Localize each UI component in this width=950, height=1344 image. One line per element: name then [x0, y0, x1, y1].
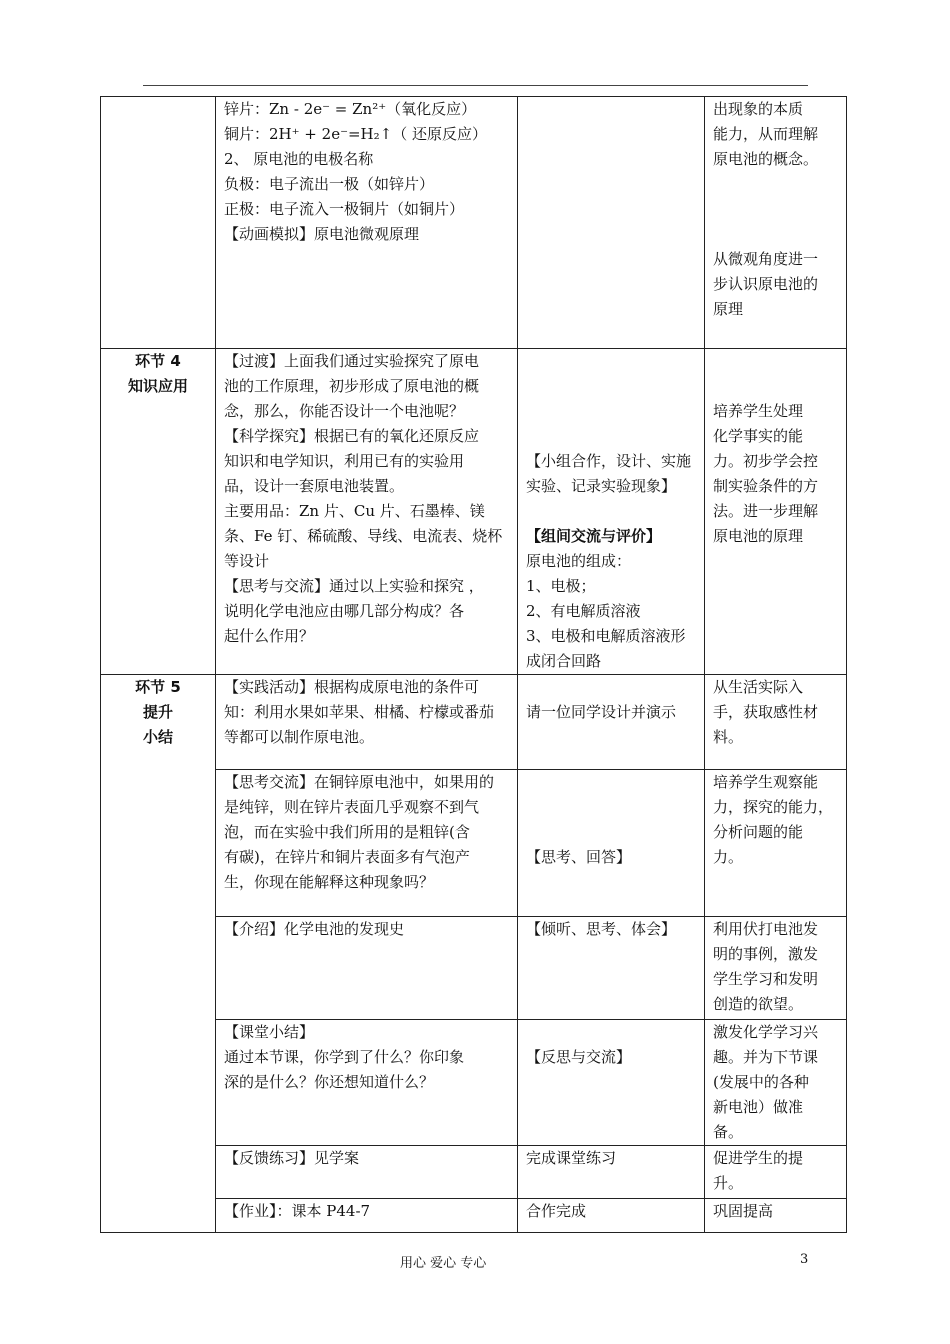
content-cell: [216, 97, 518, 349]
text-line: 【小组合作，设计、实施: [526, 452, 692, 470]
text-line: 【介绍】化学电池的发现史: [224, 920, 405, 938]
text-line: [526, 820, 696, 845]
text-line: 【动画模拟】原电池微观原理: [224, 225, 420, 243]
text-line: 【课堂小结】: [224, 1023, 315, 1041]
text-line: 小结: [142, 728, 173, 746]
purpose-cell: [705, 97, 847, 349]
text-line: 通过本节课，你学到了什么？你印象: [224, 1048, 465, 1066]
text-line: 【思考与交流】通过以上实验和探究 ，: [224, 577, 484, 595]
purpose-cell: [705, 770, 847, 917]
student-activity-cell: [518, 1146, 705, 1199]
content-cell: [216, 917, 518, 1020]
text-line: 【组间交流与评价】: [526, 527, 662, 545]
student-activity-cell: [518, 1199, 705, 1233]
text-line: 从微观角度进一: [713, 250, 819, 268]
lesson-plan-table: [100, 96, 847, 1233]
text-line: [526, 499, 696, 524]
text-line: 等设计: [224, 552, 270, 570]
text-line: [713, 197, 838, 222]
purpose-cell: [705, 1199, 847, 1233]
text-line: (发展中的各种: [713, 1073, 809, 1091]
content-cell: [216, 1199, 518, 1233]
student-activity-cell: [518, 97, 705, 349]
text-line: 等都可以制作原电池。: [224, 728, 375, 746]
text-line: 原电池的概念。: [713, 150, 819, 168]
text-line: 【思考交流】在铜锌原电池中，如果用的: [224, 773, 495, 791]
text-line: 铜片：2H⁺ + 2e⁻=H₂↑（ 还原反应）: [224, 125, 487, 143]
text-line: 成闭合回路: [526, 652, 602, 670]
text-line: 创造的欲望。: [713, 995, 804, 1013]
text-line: [526, 374, 696, 399]
text-line: 环节 4: [135, 352, 181, 370]
text-line: 手，获取感性材: [713, 703, 819, 721]
text-line: 主要用品：Zn 片、Cu 片、石墨棒、镁: [224, 502, 485, 520]
text-line: 原电池的组成：: [526, 552, 632, 570]
text-line: 料。: [713, 728, 744, 746]
content-cell: [216, 1146, 518, 1199]
text-line: 步认识原电池的: [713, 275, 819, 293]
text-line: 【实践活动】根据构成原电池的条件可: [224, 678, 480, 696]
text-line: 培养学生处理: [713, 402, 804, 420]
table-row: [101, 675, 847, 770]
text-line: 【作业】：课本 P44-7: [224, 1202, 371, 1220]
text-line: [526, 424, 696, 449]
text-line: 知：利用水果如苹果、柑橘、柠檬或番茄: [224, 703, 495, 721]
text-line: 2、 原电池的电极名称: [224, 150, 374, 168]
table-row: [101, 97, 847, 349]
text-line: 2、有电解质溶液: [526, 602, 641, 620]
content-cell: [216, 1020, 518, 1146]
text-line: 池的工作原理，初步形成了原电池的概: [224, 377, 480, 395]
purpose-cell: [705, 917, 847, 1020]
text-line: 新电池）做准: [713, 1098, 804, 1116]
student-activity-cell: [518, 349, 705, 675]
text-line: 锌片：Zn - 2e⁻ = Zn²⁺（氧化反应）: [224, 100, 477, 118]
text-line: 【过渡】上面我们通过实验探究了原电: [224, 352, 480, 370]
text-line: 能力，从而理解: [713, 125, 819, 143]
content-cell: [216, 349, 518, 675]
text-line: 原理: [713, 300, 744, 318]
text-line: 力。初步学会控: [713, 452, 819, 470]
header-rule: [143, 85, 808, 86]
text-line: 制实验条件的方: [713, 477, 819, 495]
text-line: [526, 770, 696, 795]
text-line: 泡，而在实验中我们所用的是粗锌(含: [224, 823, 470, 841]
text-line: 实验、记录实验现象】: [526, 477, 677, 495]
student-activity-cell: [518, 1020, 705, 1146]
text-line: [526, 795, 696, 820]
text-line: 从生活实际入: [713, 678, 804, 696]
text-line: [526, 1020, 696, 1045]
text-line: 是纯锌，则在锌片表面几乎观察不到气: [224, 798, 480, 816]
text-line: 明的事例，激发: [713, 945, 819, 963]
student-activity-cell: [518, 770, 705, 917]
text-line: [526, 675, 696, 700]
text-line: 知识应用: [127, 377, 188, 395]
text-line: 利用伏打电池发: [713, 920, 819, 938]
text-line: 升。: [713, 1174, 744, 1192]
text-line: [713, 374, 838, 399]
text-line: 完成课堂练习: [526, 1149, 617, 1167]
text-line: [713, 222, 838, 247]
text-line: 法。进一步理解: [713, 502, 819, 520]
purpose-cell: [705, 675, 847, 770]
text-line: 正极：电子流入一极铜片（如铜片）: [224, 200, 465, 218]
page-number: 3: [800, 1252, 809, 1267]
text-line: 说明化学电池应由哪几部分构成？各: [224, 602, 465, 620]
text-line: 培养学生观察能: [713, 773, 819, 791]
text-line: 有碳)，在锌片和铜片表面多有气泡产: [224, 848, 470, 866]
text-line: 环节 5: [135, 678, 181, 696]
text-line: [526, 399, 696, 424]
purpose-cell: [705, 1020, 847, 1146]
text-line: [713, 172, 838, 197]
text-line: 力。: [713, 848, 744, 866]
content-cell: [216, 770, 518, 917]
text-line: 起什么作用？: [224, 627, 315, 645]
student-activity-cell: [518, 675, 705, 770]
text-line: 知识和电学知识，利用已有的实验用: [224, 452, 465, 470]
text-line: 3、电极和电解质溶液形: [526, 627, 686, 645]
text-line: 合作完成: [526, 1202, 587, 1220]
text-line: 请一位同学设计并演示: [526, 703, 677, 721]
text-line: 【思考、回答】: [526, 848, 632, 866]
text-line: 【反思与交流】: [526, 1048, 632, 1066]
text-line: 深的是什么？你还想知道什么？: [224, 1073, 435, 1091]
table-row: [101, 349, 847, 675]
text-line: 促进学生的提: [713, 1149, 804, 1167]
text-line: 原电池的原理: [713, 527, 804, 545]
text-line: 学生学习和发明: [713, 970, 819, 988]
text-line: 备。: [713, 1123, 744, 1141]
text-line: 【反馈练习】见学案: [224, 1149, 360, 1167]
text-line: 趣。并为下节课: [713, 1048, 819, 1066]
text-line: 提升: [142, 703, 173, 721]
text-line: 生，你现在能解释这种现象吗？: [224, 873, 435, 891]
stage-cell: [101, 97, 216, 349]
content-cell: [216, 675, 518, 770]
footer-slogan: 用心 爱心 专心: [400, 1256, 487, 1271]
text-line: 巩固提高: [713, 1202, 774, 1220]
student-activity-cell: [518, 917, 705, 1020]
text-line: 念，那么，你能否设计一个电池呢？: [224, 402, 465, 420]
stage-cell: [101, 349, 216, 675]
text-line: 分析问题的能: [713, 823, 804, 841]
stage-cell: [101, 675, 216, 1233]
text-line: 化学事实的能: [713, 427, 804, 445]
purpose-cell: [705, 349, 847, 675]
text-line: 激发化学学习兴: [713, 1023, 819, 1041]
text-line: 1、电极；: [526, 577, 596, 595]
text-line: 品，设计一套原电池装置。: [224, 477, 405, 495]
text-line: 负极：电子流出一极（如锌片）: [224, 175, 435, 193]
text-line: [713, 349, 838, 374]
text-line: 出现象的本质: [713, 100, 804, 118]
text-line: 条、Fe 钉、稀硫酸、导线、电流表、烧杯: [224, 527, 503, 545]
text-line: 力，探究的能力，: [713, 798, 834, 816]
purpose-cell: [705, 1146, 847, 1199]
text-line: [526, 349, 696, 374]
text-line: 【倾听、思考、体会】: [526, 920, 677, 938]
text-line: 【科学探究】根据已有的氧化还原反应: [224, 427, 480, 445]
